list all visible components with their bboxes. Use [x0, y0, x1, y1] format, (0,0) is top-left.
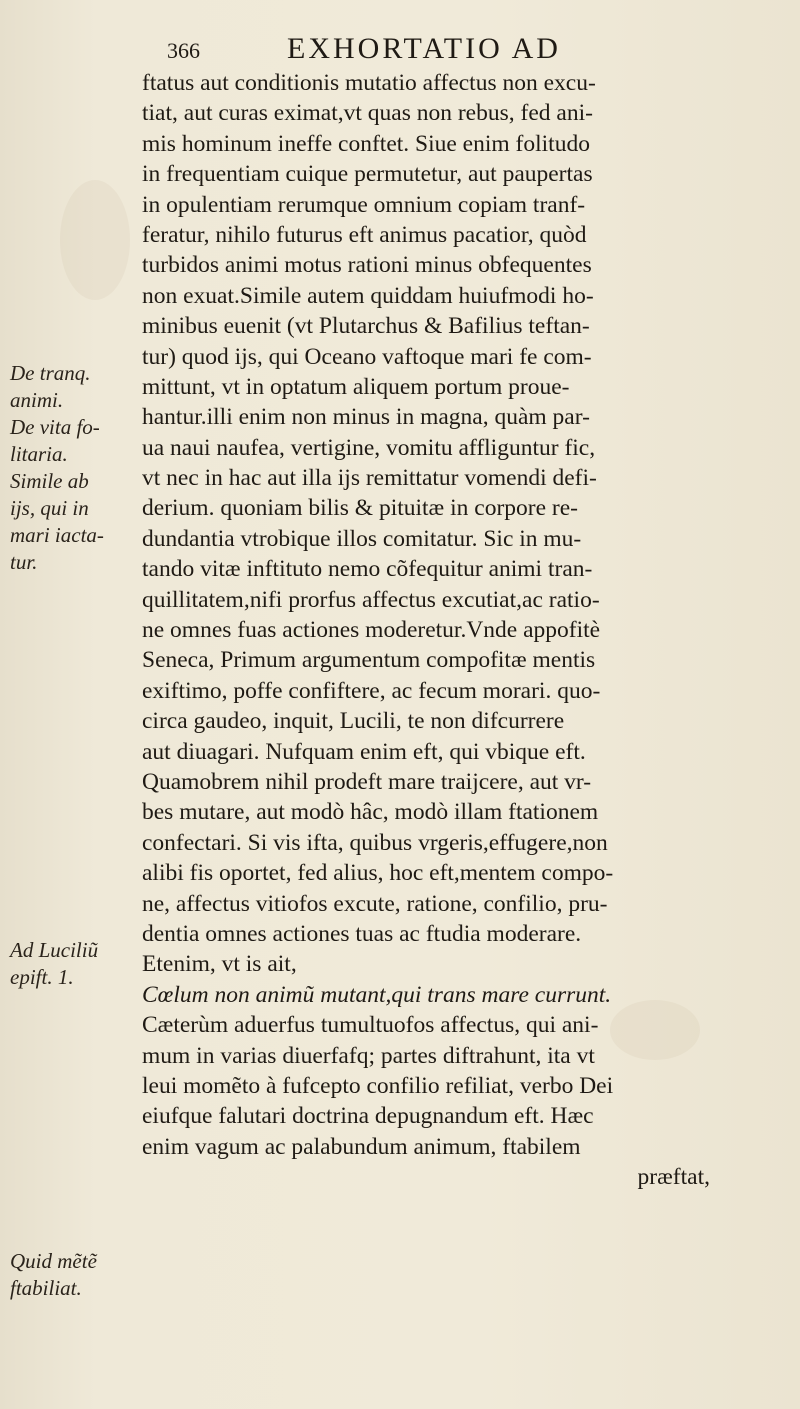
text-line: ne omnes fuas actiones moderetur.Vnde appofitè	[142, 617, 601, 644]
text-line: Seneca, Primum argumentum compofitæ mentis	[142, 647, 596, 674]
text-line: in opulentiam rerumque omnium copiam tranf-	[142, 191, 586, 218]
margin-note-line: De tranq.	[10, 361, 91, 385]
text-line: dundantia vtrobique illos comitatur. Sic in mu-	[142, 525, 582, 552]
text-line: hantur.illi enim non minus in magna, quàm par-	[142, 404, 590, 431]
running-head: EXHORTATIO AD	[287, 32, 561, 65]
margin-note-line: mari iacta-	[10, 523, 104, 547]
text-line: aut diuagari. Nufquam enim eft, qui vbique eft.	[142, 738, 586, 765]
body-text	[142, 68, 722, 1192]
paper-stain	[60, 180, 130, 300]
text-line: feratur, nihilo futurus eft animus pacatior, quòd	[142, 221, 587, 248]
catchword: præftat,	[637, 1164, 710, 1191]
text-line: bes mutare, aut modò hâc, modò illam ftationem	[142, 799, 599, 826]
text-line: leui momẽto à fufcepto confilio refiliat, verbo Dei	[142, 1072, 614, 1099]
margin-note-tranquillity	[10, 360, 104, 576]
text-line: mittunt, vt in optatum aliquem portum proue-	[142, 373, 570, 400]
text-line: Quamobrem nihil prodeft mare traijcere, aut vr-	[142, 768, 592, 795]
text-line: mum in varias diuerfafq; partes diftrahunt, ita vt	[142, 1042, 595, 1069]
text-line: eiufque falutari doctrina depugnandum eft. Hæc	[142, 1103, 594, 1130]
text-line: non exuat.Simile autem quiddam huiufmodi ho-	[142, 282, 594, 309]
margin-note-line: epift. 1.	[10, 965, 74, 989]
margin-note-line: Quid mẽtẽ	[10, 1249, 97, 1273]
text-line: mis hominum ineffe conftet. Siue enim folitudo	[142, 130, 590, 157]
text-line: circa gaudeo, inquit, Lucili, te non difcurrere	[142, 708, 565, 735]
margin-note-line: Ad Luciliũ	[10, 938, 99, 962]
margin-note-line: Simile ab	[10, 469, 89, 493]
text-line: derium. quoniam bilis & pituitæ in corpore re-	[142, 495, 578, 522]
text-line: vt nec in hac aut illa ijs remittatur vomendi defi-	[142, 465, 597, 492]
text-line: dentia omnes actiones tuas ac ftudia moderare.	[142, 920, 582, 947]
margin-note-line: animi.	[10, 388, 64, 412]
text-line: in frequentiam cuique permutetur, aut paupertas	[142, 161, 593, 188]
text-line: minibus euenit (vt Plutarchus & Bafilius teftan-	[142, 313, 590, 340]
text-line: ua naui naufea, vertigine, vomitu affliguntur fic,	[142, 434, 596, 461]
text-line: tur) quod ijs, qui Oceano vaftoque mari fe com-	[142, 343, 592, 370]
margin-note-line: ijs, qui in	[10, 496, 89, 520]
text-line: tiat, aut curas eximat,vt quas non rebus, fed ani-	[142, 100, 593, 127]
verse-quotation: Cœlum non animũ mutant,qui trans mare currunt.	[142, 981, 612, 1008]
text-line: turbidos animi motus rationi minus obfequentes	[142, 252, 592, 279]
margin-note-line: De vita fo-	[10, 415, 100, 439]
text-line: tando vitæ inftituto nemo cõfequitur animi tran-	[142, 556, 593, 583]
text-line: ftatus aut conditionis mutatio affectus non excu-	[142, 70, 596, 96]
text-line: exiftimo, poffe confiftere, ac fecum morari. quo-	[142, 677, 601, 704]
text-line: Cæterùm aduerfus tumultuofos affectus, qui ani-	[142, 1012, 599, 1039]
text-line: quillitatem,nifi prorfus affectus excutiat,ac ratio-	[142, 586, 600, 613]
text-line: alibi fis oportet, fed alius, hoc eft,mentem compo-	[142, 860, 614, 887]
margin-note-line: ftabiliat.	[10, 1276, 82, 1300]
margin-note-line: tur.	[10, 550, 38, 574]
page-header	[167, 32, 695, 72]
margin-note-stabilizer	[10, 1248, 97, 1302]
page-number: 366	[167, 38, 200, 63]
text-line: confectari. Si vis ifta, quibus vrgeris,effugere,non	[142, 829, 608, 856]
margin-note-lucilius	[10, 937, 98, 991]
text-line: ne, affectus vitiofos excute, ratione, confilio, pru-	[142, 890, 608, 917]
margin-note-line: litaria.	[10, 442, 68, 466]
text-line: enim vagum ac palabundum animum, ftabilem	[142, 1133, 581, 1160]
text-line: Etenim, vt is ait,	[142, 951, 297, 978]
